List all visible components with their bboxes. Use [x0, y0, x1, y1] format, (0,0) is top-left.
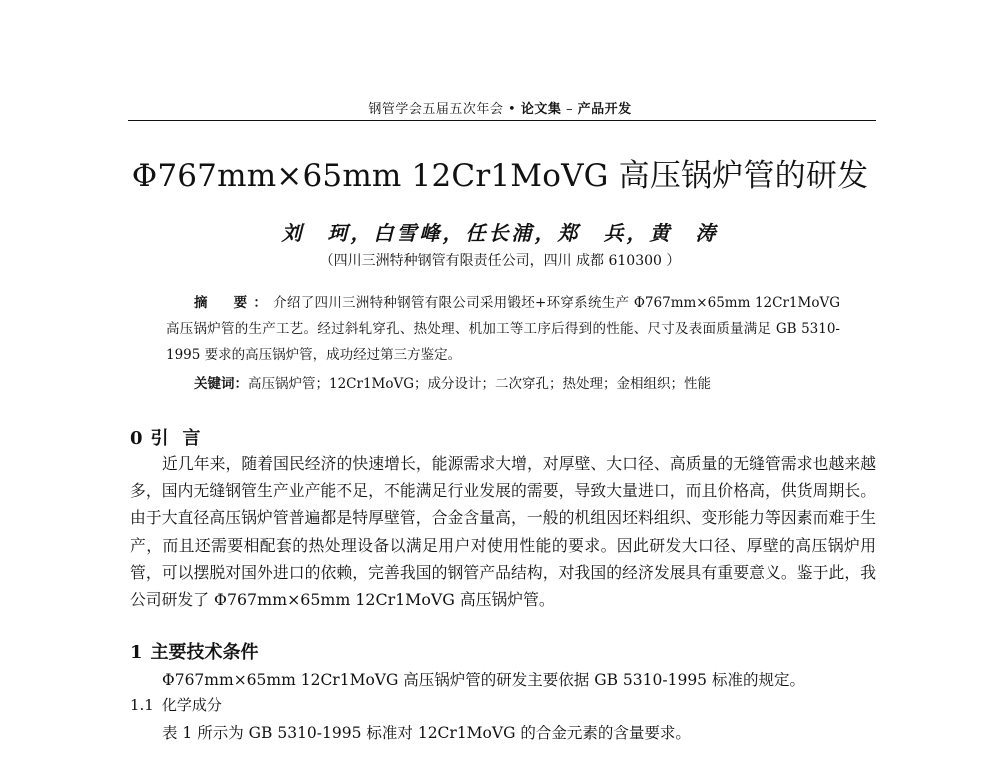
- section-0-heading: [130, 424, 215, 450]
- header-journal: 钢管学会五届五次年会: [368, 102, 504, 117]
- header-rule: [128, 120, 876, 121]
- keywords: [194, 372, 840, 392]
- abstract-text: 介绍了四川三洲特种钢管有限公司采用锻坯+环穿系统生产 Φ767mm×65mm 12Cr1MoVG 高压锅炉管的生产工艺。经过斜轧穿孔、热处理、机加工等工序后得到的性能、尺寸及表面质量满足 GB 5310-1995 要求的高压锅炉管，成功经过第三方鉴定。: [166, 295, 841, 363]
- keywords-label: 关键词：: [194, 376, 248, 392]
- header-separator-dot: •: [508, 102, 517, 117]
- paper-title: Φ767mm×65mm 12Cr1MoVG 高压锅炉管的研发: [131, 158, 869, 194]
- keywords-text: 高压锅炉管；12Cr1MoVG；成分设计；二次穿孔；热处理；金相组织；性能: [248, 376, 712, 392]
- header-dash: –: [565, 102, 573, 117]
- running-header: [0, 98, 1000, 117]
- section-0-number: 0: [130, 428, 143, 449]
- section-0-title: 引言: [150, 428, 215, 449]
- header-section: 产品开发: [577, 102, 632, 117]
- section-1-1-heading: [130, 694, 222, 715]
- section-0-text: 近几年来，随着国民经济的快速增长，能源需求大增，对厚壁、大口径、高质量的无缝管需求也越来越多，国内无缝钢管生产业产能不足，不能满足行业发展的需要，导致大量进口，而且价格高，供货周期长。由于大直径高压锅炉管普遍都是特厚壁管，合金含量高，一般的机组因坯料组织、变形能力等因素而难于生产，而且还需要相配套的热处理设备以满足用户对使用性能的要求。因此研发大口径、厚壁的高压锅炉用管，可以摆脱对国外进口的依赖，完善我国的钢管产品结构，对我国的经济发展具有重要意义。鉴于此，我公司研发了 Φ767mm×65mm 12Cr1MoVG 高压锅炉管。: [130, 454, 876, 610]
- abstract: [166, 290, 840, 368]
- section-1-1-paragraph: 表 1 所示为 GB 5310-1995 标准对 12Cr1MoVG 的合金元素的含量要求。: [162, 724, 691, 742]
- paper-authors: 刘 珂，白雪峰，任长浦，郑 兵，黄 涛: [281, 221, 719, 245]
- abstract-label: 摘 要：: [194, 295, 274, 311]
- section-1-heading: [130, 638, 259, 664]
- section-1-1-title: 化学成分: [161, 696, 222, 714]
- section-1-1-number: 1.1: [130, 696, 154, 714]
- section-0-paragraph: [130, 450, 876, 613]
- header-collection: 论文集: [520, 102, 562, 117]
- paper-affiliation: （四川三洲特种钢管有限责任公司，四川 成都 610300 ）: [319, 253, 681, 269]
- section-1-title: 主要技术条件: [150, 642, 259, 663]
- section-1-paragraph: Φ767mm×65mm 12Cr1MoVG 高压锅炉管的研发主要依据 GB 5310-1995 标准的规定。: [162, 671, 805, 689]
- section-1-number: 1: [130, 642, 143, 663]
